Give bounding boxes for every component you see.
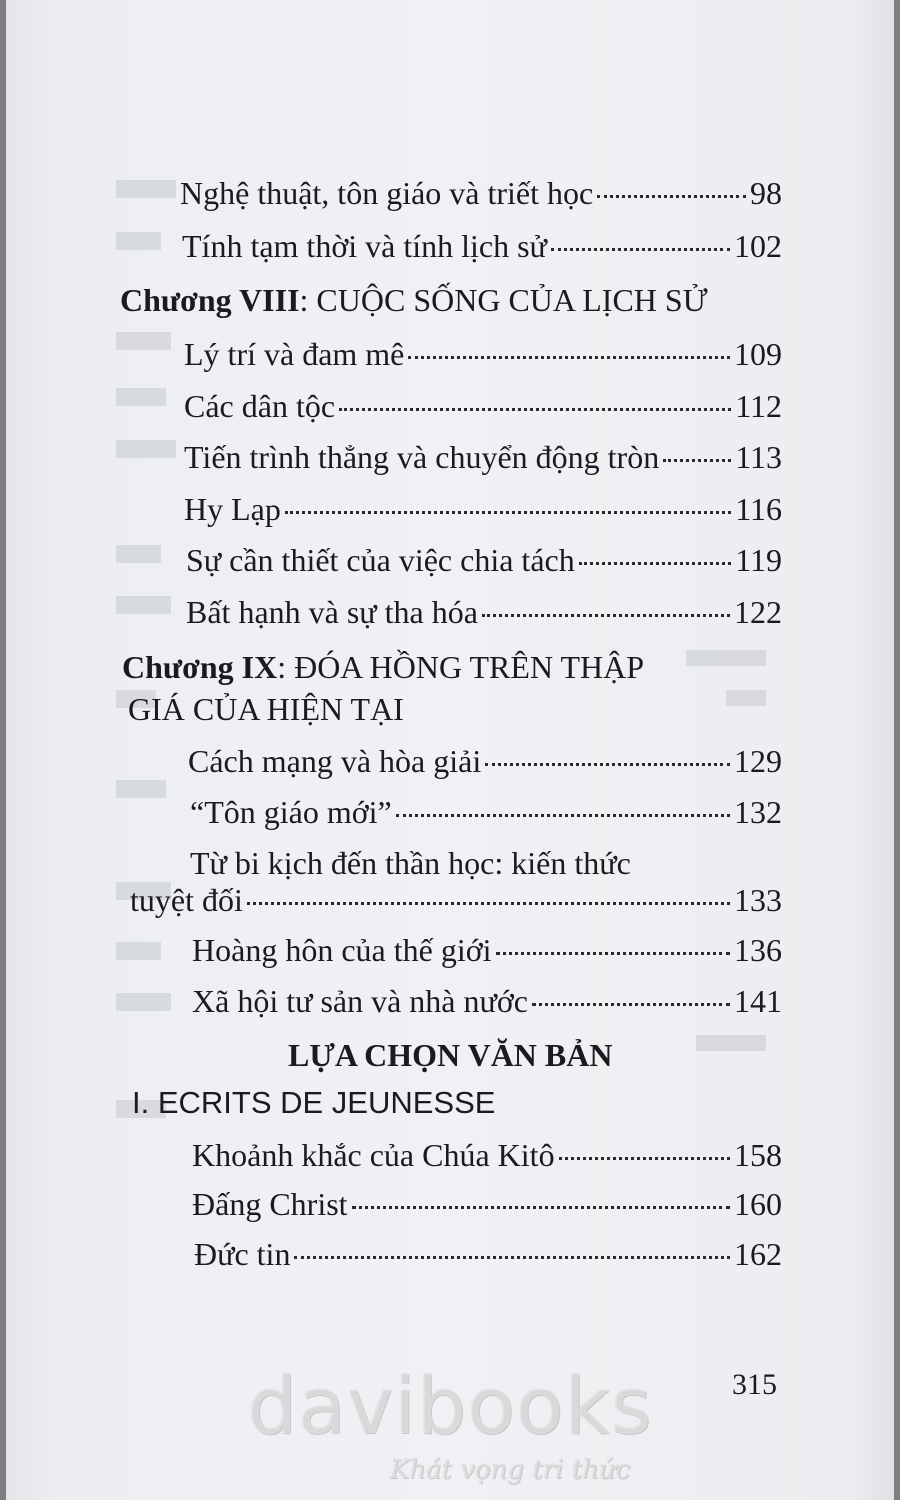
chapter-heading	[122, 647, 644, 687]
toc-entry	[184, 437, 782, 477]
toc-entry	[182, 226, 782, 266]
toc-entry-title: Hoàng hôn của thế giới	[192, 932, 492, 968]
toc-entry	[194, 1234, 782, 1274]
toc-entry	[130, 880, 782, 920]
dot-leader	[597, 195, 746, 198]
dot-leader	[532, 1003, 730, 1006]
toc-entry	[192, 930, 782, 970]
watermark-slogan: Khát vọng tri thức	[389, 1455, 631, 1485]
toc-entry-title: Tính tạm thời và tính lịch sử	[182, 228, 547, 264]
toc-entry-title: Nghệ thuật, tôn giáo và triết học	[180, 175, 594, 211]
dot-leader	[352, 1206, 730, 1209]
toc-entry-title: Tiến trình thẳng và chuyển động tròn	[184, 439, 660, 475]
toc-entry-page: 112	[735, 388, 782, 424]
toc-entry-page: 102	[734, 228, 782, 264]
toc-entry	[180, 173, 782, 213]
toc-entry-title: Đấng Christ	[192, 1186, 348, 1222]
toc-entry-title-part: Từ bi kịch đến thần học: kiến thức	[190, 845, 631, 881]
toc-entry-title: “Tôn giáo mới”	[190, 794, 392, 830]
dot-leader	[247, 902, 730, 905]
toc-entry-page: 116	[735, 491, 782, 527]
toc-entry-title: Đức tin	[194, 1236, 291, 1272]
toc-entry	[186, 592, 782, 632]
toc-entry	[190, 792, 782, 832]
toc-entry-page: 162	[734, 1236, 782, 1272]
toc-entry-page: 133	[734, 882, 782, 918]
toc-entry-page: 160	[734, 1186, 782, 1222]
toc-entry-title: tuyệt đối	[130, 882, 243, 918]
toc-entry-page: 158	[734, 1137, 782, 1173]
dot-leader	[339, 408, 731, 411]
toc-entry-page: 136	[734, 932, 782, 968]
toc-entry-page: 98	[750, 175, 782, 211]
dot-leader	[579, 562, 731, 565]
toc-entry-title: Khoảnh khắc của Chúa Kitô	[192, 1137, 555, 1173]
dot-leader	[559, 1157, 730, 1160]
toc-entry-page: 122	[734, 594, 782, 630]
toc-entry	[186, 540, 782, 580]
book-page	[6, 0, 894, 1500]
toc-entry-wrapped-line	[190, 843, 631, 883]
subsection-heading: I. ECRITS DE JEUNESSE	[132, 1085, 496, 1120]
toc-entry-title: Các dân tộc	[184, 388, 336, 424]
dot-leader	[294, 1256, 730, 1259]
toc-entry-page: 119	[735, 542, 782, 578]
chapter-title: : ĐÓA HỒNG TRÊN THẬP	[277, 649, 645, 685]
toc-entry-title: Hy Lạp	[184, 491, 281, 527]
toc-entry	[188, 741, 782, 781]
toc-entry-title: Lý trí và đam mê	[184, 336, 405, 372]
dot-leader	[551, 248, 730, 251]
toc-entry	[184, 489, 782, 529]
watermark-brand: davibooks	[247, 1362, 653, 1452]
toc-entry	[192, 1184, 782, 1224]
dot-leader	[482, 614, 730, 617]
toc-entry	[192, 981, 782, 1021]
dot-leader	[408, 356, 730, 359]
chapter-heading	[120, 280, 708, 320]
toc-entry	[184, 334, 782, 374]
toc-entry-title: Bất hạnh và sự tha hóa	[186, 594, 478, 630]
toc-entry-title: Cách mạng và hòa giải	[188, 743, 482, 779]
toc-entry-title: Xã hội tư sản và nhà nước	[192, 983, 528, 1019]
section-heading: LỰA CHỌN VĂN BẢN	[288, 1037, 613, 1073]
chapter-label: Chương IX	[122, 649, 278, 685]
dot-leader	[485, 763, 730, 766]
dot-leader	[396, 814, 730, 817]
dot-leader	[285, 511, 731, 514]
dot-leader	[663, 459, 731, 462]
toc-entry-title: Sự cần thiết của việc chia tách	[186, 542, 575, 578]
page-number: 315	[732, 1368, 777, 1401]
toc-entry-page: 129	[734, 743, 782, 779]
chapter-label: Chương VIII	[120, 282, 300, 318]
chapter-title-continuation: GIÁ CỦA HIỆN TẠI	[128, 691, 404, 727]
toc-entry	[184, 386, 782, 426]
toc-entry-page: 141	[734, 983, 782, 1019]
toc-entry	[192, 1135, 782, 1175]
chapter-heading-continuation	[128, 689, 404, 729]
toc-entry-page: 113	[735, 439, 782, 475]
chapter-title: : CUỘC SỐNG CỦA LỊCH SỬ	[299, 282, 708, 318]
toc-entry-page: 109	[734, 336, 782, 372]
toc-entry-page: 132	[734, 794, 782, 830]
dot-leader	[496, 952, 730, 955]
